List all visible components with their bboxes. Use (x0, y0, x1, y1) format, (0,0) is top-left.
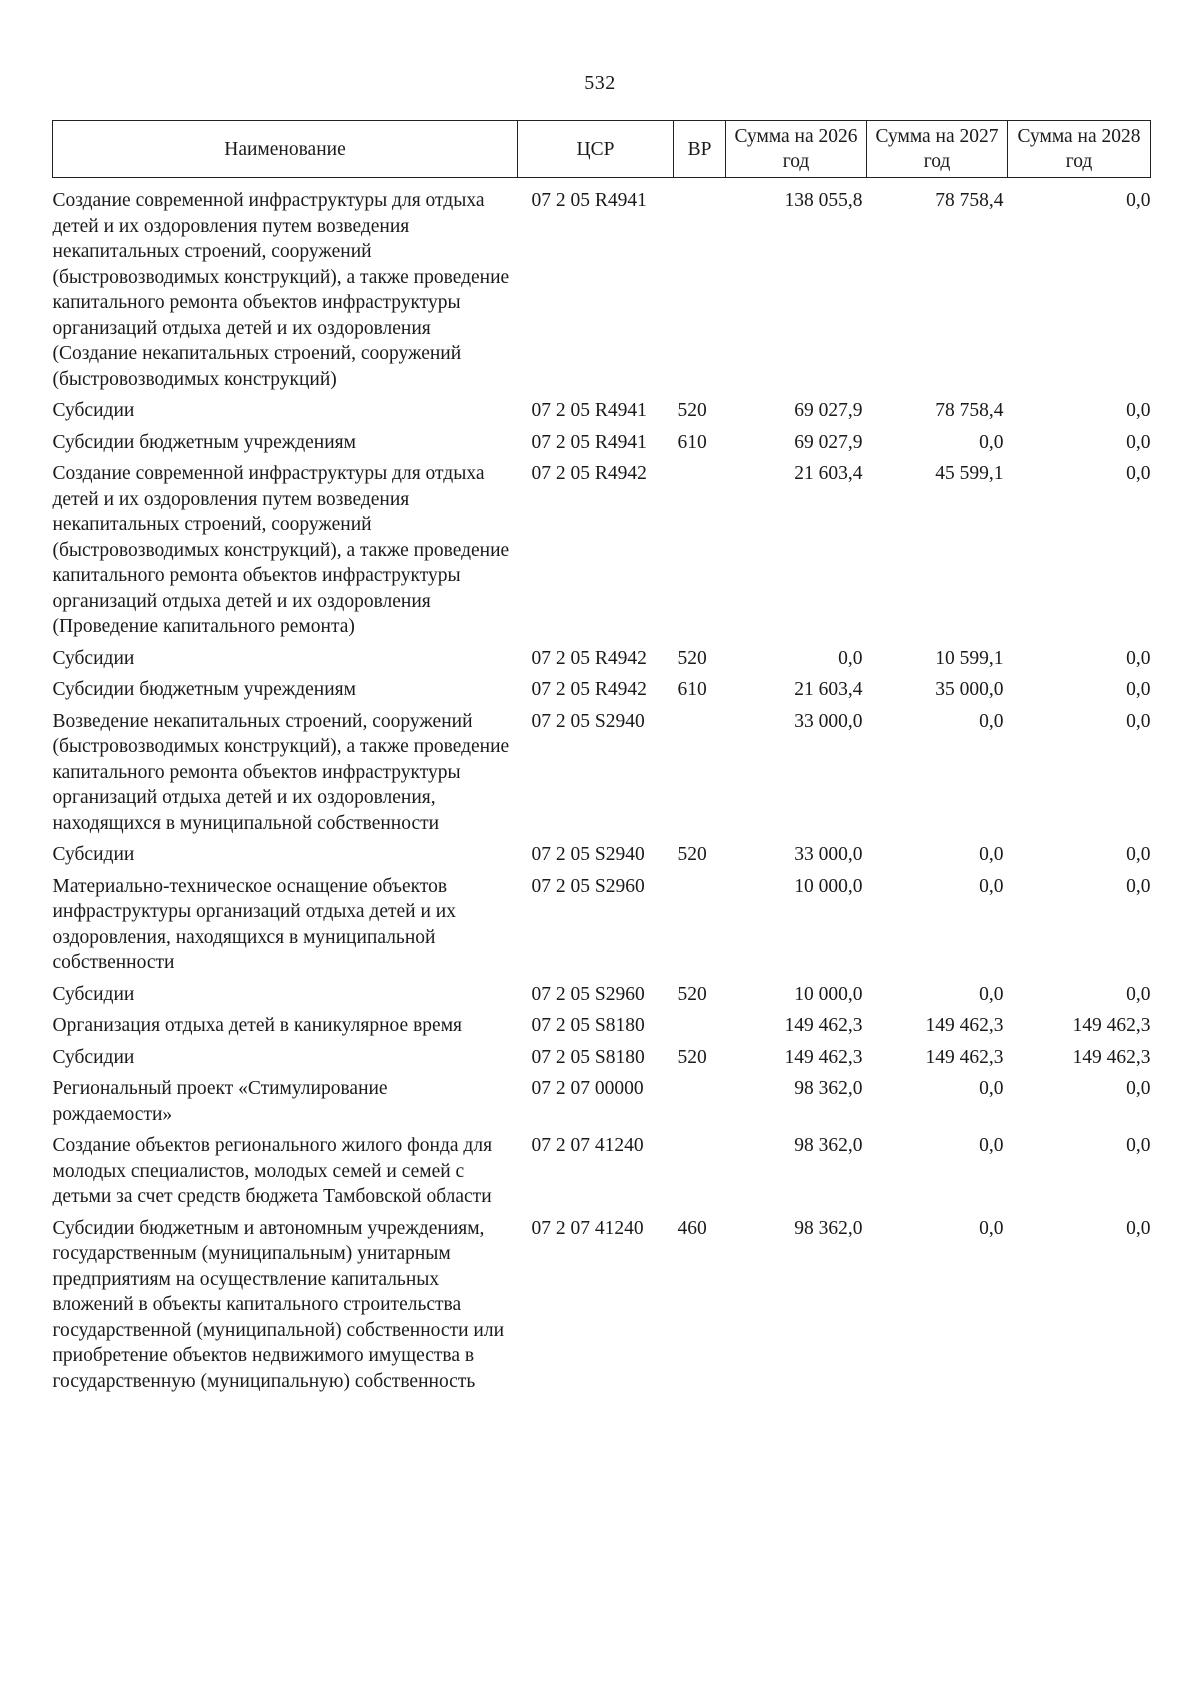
row-name: Субсидии бюджетным учреждениям (52, 679, 356, 700)
row-sum-2028: 0,0 (1126, 190, 1151, 211)
row-sum-2027: 10 599,1 (935, 647, 1004, 669)
row-vr (674, 178, 726, 399)
row-csr: 07 2 05 R4942 (531, 679, 647, 700)
row-csr: 07 2 05 S8180 (531, 1015, 645, 1036)
table-row (53, 982, 1151, 1014)
row-csr: 07 2 05 R4941 (531, 400, 647, 421)
row-csr: 07 2 05 S2940 (531, 844, 645, 865)
budget-table (52, 120, 1151, 1400)
row-sum-2028: 149 462,3 (1072, 1015, 1151, 1036)
row-csr: 07 2 05 R4942 (531, 647, 647, 669)
row-sum-2028: 0,0 (1126, 844, 1151, 865)
row-name: Возведение некапитальных строений, сооружений (быстровозводимых конструкций), а также проведение капитального ремонта объектов инфраструктуры организаций отдыха детей и их оздоровления, находящихся в муниципальной собственности (52, 710, 510, 834)
row-sum-2028: 0,0 (1126, 1078, 1151, 1099)
table-row (53, 178, 1151, 399)
row-vr (674, 1076, 726, 1133)
row-csr: 07 2 07 00000 (531, 1078, 644, 1099)
row-sum-2026: 138 055,8 (784, 190, 863, 211)
row-vr (674, 1133, 726, 1216)
row-vr: 520 (677, 844, 707, 865)
table-row (53, 677, 1151, 709)
row-sum-2027: 45 599,1 (935, 463, 1004, 484)
row-sum-2028: 0,0 (1126, 400, 1151, 421)
table-row (53, 1133, 1151, 1216)
row-sum-2027: 0,0 (979, 875, 1004, 897)
row-name: Организация отдыха детей в каникулярное время (52, 1015, 462, 1036)
row-sum-2026: 10 000,0 (794, 983, 863, 1005)
table-row (53, 398, 1151, 430)
row-name: Субсидии (52, 983, 135, 1005)
row-name: Субсидии бюджетным и автономным учреждениям, государственным (муниципальным) унитарным предприятиям на осуществление капитальных вложений в объекты капитального строительства государственной (муниципальной) собственности или приобретение объектов недвижимого имущества в государственную (муниципальную) собственность (52, 1217, 504, 1392)
row-sum-2026: 10 000,0 (794, 875, 863, 897)
row-vr (674, 1013, 726, 1045)
row-sum-2027: 0,0 (979, 1217, 1004, 1239)
header-sum-2027: Сумма на 2027 год (867, 121, 1008, 178)
row-sum-2026: 33 000,0 (794, 844, 863, 865)
row-csr: 07 2 05 S8180 (531, 1046, 645, 1068)
table-row (53, 430, 1151, 462)
row-sum-2026: 149 462,3 (784, 1046, 863, 1068)
row-csr: 07 2 05 R4941 (531, 190, 647, 211)
row-name: Субсидии (52, 1046, 135, 1068)
row-sum-2028: 0,0 (1126, 710, 1151, 732)
table-row (53, 1216, 1151, 1401)
table-row (53, 1076, 1151, 1133)
row-name: Субсидии (52, 844, 135, 865)
row-sum-2027: 78 758,4 (935, 190, 1004, 211)
row-sum-2027: 0,0 (979, 431, 1004, 453)
header-csr: ЦСР (518, 121, 674, 178)
row-name: Создание современной инфраструктуры для отдыха детей и их оздоровления путем возведения некапитальных строений, сооружений (быстровозводимых конструкций), а также проведение капитального ремонта объектов инфраструктуры организаций отдыха детей и их оздоровления (Проведение капитального ремонта) (52, 463, 510, 637)
row-vr: 460 (677, 1217, 707, 1239)
row-name: Субсидии (52, 400, 135, 421)
header-vr: ВР (674, 121, 726, 178)
table-header (53, 121, 1151, 178)
row-sum-2026: 0,0 (838, 647, 863, 669)
row-vr: 520 (677, 400, 707, 421)
row-name: Региональный проект «Стимулирование рождаемости» (52, 1078, 388, 1125)
table-row (53, 646, 1151, 678)
table-row (53, 1013, 1151, 1045)
row-sum-2028: 0,0 (1126, 463, 1151, 484)
table-row (53, 1045, 1151, 1077)
table-row (53, 842, 1151, 874)
row-sum-2028: 0,0 (1126, 875, 1151, 897)
header-sum-2028: Сумма на 2028 год (1008, 121, 1151, 178)
row-vr: 610 (677, 679, 707, 700)
row-sum-2027: 0,0 (979, 1078, 1004, 1099)
row-sum-2026: 69 027,9 (794, 431, 863, 453)
table-row (53, 461, 1151, 646)
row-sum-2028: 0,0 (1126, 679, 1151, 700)
row-sum-2028: 0,0 (1126, 1135, 1151, 1156)
row-csr: 07 2 05 S2960 (531, 875, 645, 897)
page-number: 532 (584, 72, 616, 94)
row-sum-2028: 0,0 (1126, 647, 1151, 669)
row-sum-2027: 0,0 (979, 1135, 1004, 1156)
row-csr: 07 2 07 41240 (531, 1217, 644, 1239)
row-name: Субсидии (52, 647, 135, 669)
header-name: Наименование (53, 121, 518, 178)
row-vr (674, 461, 726, 646)
row-sum-2028: 149 462,3 (1072, 1046, 1151, 1068)
row-csr: 07 2 05 R4941 (531, 431, 647, 453)
row-sum-2026: 33 000,0 (794, 710, 863, 732)
row-sum-2028: 0,0 (1126, 983, 1151, 1005)
row-name: Материально-техническое оснащение объектов инфраструктуры организаций отдыха детей и их оздоровления, находящихся в муниципальной собственности (52, 875, 456, 973)
row-sum-2027: 0,0 (979, 710, 1004, 732)
row-csr: 07 2 05 S2960 (531, 983, 645, 1005)
row-csr: 07 2 05 S2940 (531, 710, 645, 732)
row-vr: 520 (677, 1046, 707, 1068)
row-csr: 07 2 05 R4942 (531, 463, 647, 484)
row-vr: 610 (677, 431, 707, 453)
row-sum-2027: 35 000,0 (935, 679, 1004, 700)
header-sum-2026: Сумма на 2026 год (726, 121, 867, 178)
row-vr: 520 (677, 983, 707, 1005)
row-sum-2026: 21 603,4 (794, 463, 863, 484)
row-vr (674, 874, 726, 982)
row-vr: 520 (677, 647, 707, 669)
row-sum-2027: 149 462,3 (925, 1046, 1004, 1068)
row-sum-2027: 0,0 (979, 983, 1004, 1005)
row-name: Создание объектов регионального жилого фонда для молодых специалистов, молодых семей и семей с детьми за счет средств бюджета Тамбовской области (52, 1135, 493, 1207)
row-sum-2027: 149 462,3 (925, 1015, 1004, 1036)
row-sum-2026: 98 362,0 (794, 1217, 863, 1239)
row-sum-2026: 69 027,9 (794, 400, 863, 421)
row-sum-2028: 0,0 (1126, 431, 1151, 453)
row-sum-2026: 98 362,0 (794, 1078, 863, 1099)
row-sum-2028: 0,0 (1126, 1217, 1151, 1239)
row-sum-2027: 0,0 (979, 844, 1004, 865)
table-row (53, 709, 1151, 843)
row-sum-2026: 98 362,0 (794, 1135, 863, 1156)
row-sum-2027: 78 758,4 (935, 400, 1004, 421)
row-name: Субсидии бюджетным учреждениям (52, 431, 356, 453)
row-vr (674, 709, 726, 843)
table-body (53, 178, 1151, 1401)
row-name: Создание современной инфраструктуры для отдыха детей и их оздоровления путем возведения некапитальных строений, сооружений (быстровозводимых конструкций), а также проведение капитального ремонта объектов инфраструктуры организаций отдыха детей и их оздоровления (Создание некапитальных строений, сооружений (быстровозводимых конструкций) (52, 190, 510, 390)
table-row (53, 874, 1151, 982)
row-sum-2026: 149 462,3 (784, 1015, 863, 1036)
row-csr: 07 2 07 41240 (531, 1135, 644, 1156)
row-sum-2026: 21 603,4 (794, 679, 863, 700)
